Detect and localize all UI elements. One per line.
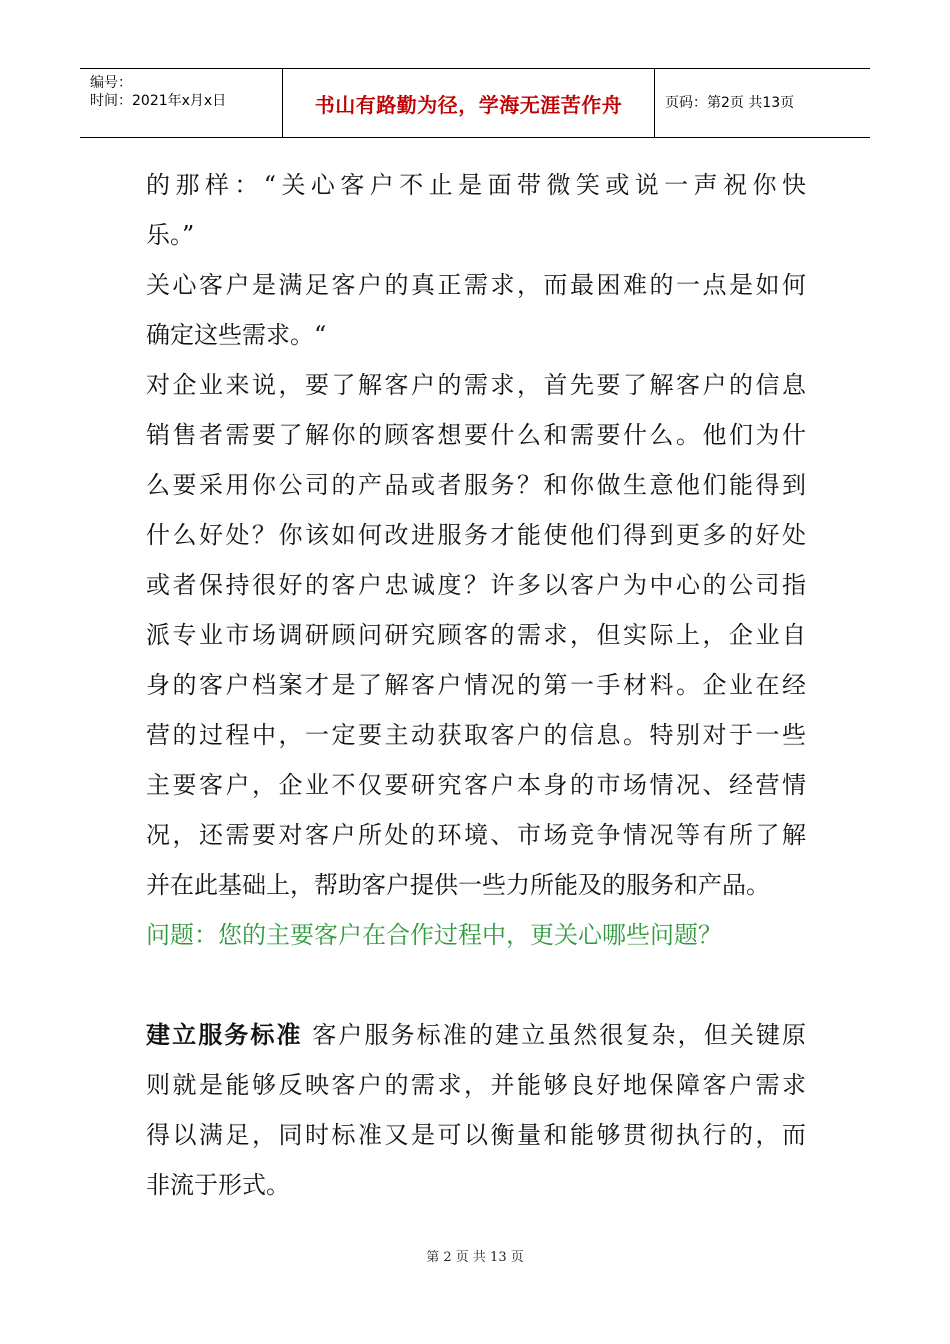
document-date-label: 时间：2021年x月x日 bbox=[90, 93, 227, 109]
section-line: 得以满足，同时标准又是可以衡量和能够贯彻执行的，而 bbox=[146, 1121, 806, 1149]
header-meta-cell bbox=[80, 69, 283, 137]
body-line: 关心客户是满足客户的真正需求，而最困难的一点是如何 bbox=[146, 271, 806, 299]
body-line: 主要客户，企业不仅要研究客户本身的市场情况、经营情 bbox=[146, 771, 806, 799]
body-line: 派专业市场调研顾问研究顾客的需求，但实际上，企业自 bbox=[146, 621, 806, 649]
body-line: 营的过程中，一定要主动获取客户的信息。特别对于一些 bbox=[146, 721, 806, 749]
section-first-line bbox=[146, 1010, 806, 1060]
question-prompt: 问题：您的主要客户在合作过程中，更关心哪些问题？ bbox=[146, 921, 722, 949]
body-line: 况，还需要对客户所处的环境、市场竞争情况等有所了解 bbox=[146, 821, 806, 849]
document-number-label: 编号： bbox=[90, 75, 132, 91]
body-line: 乐。” bbox=[146, 221, 195, 249]
document-header bbox=[80, 68, 870, 138]
body-line: 的那样：“关心客户不止是面带微笑或说一声祝你快 bbox=[146, 171, 806, 199]
header-page-info: 页码：第2页 共13页 bbox=[665, 95, 795, 111]
body-line: 身的客户档案才是了解客户情况的第一手材料。企业在经 bbox=[146, 671, 806, 699]
section-line: 非流于形式。 bbox=[146, 1171, 290, 1199]
body-line: 确定这些需求。“ bbox=[146, 321, 327, 349]
paragraph-spacer bbox=[146, 960, 806, 1010]
body-line: 并在此基础上，帮助客户提供一些力所能及的服务和产品。 bbox=[146, 871, 770, 899]
section-line: 则就是能够反映客户的需求，并能够良好地保障客户需求 bbox=[146, 1071, 806, 1099]
header-motto-cell bbox=[283, 69, 655, 137]
page-footer: 第 2 页 共 13 页 bbox=[426, 1250, 524, 1265]
body-line: 对企业来说，要了解客户的需求，首先要了解客户的信息 bbox=[146, 371, 806, 399]
header-page-cell bbox=[655, 69, 870, 137]
body-line: 销售者需要了解你的顾客想要什么和需要什么。他们为什 bbox=[146, 421, 806, 449]
section-heading: 建立服务标准 bbox=[146, 1021, 303, 1049]
document-body bbox=[146, 160, 806, 1210]
body-line: 或者保持很好的客户忠诚度？许多以客户为中心的公司指 bbox=[146, 571, 806, 599]
body-line: 什么好处？你该如何改进服务才能使他们得到更多的好处 bbox=[146, 521, 806, 549]
section-first-line-text: 客户服务标准的建立虽然很复杂，但关键原 bbox=[312, 1021, 807, 1049]
body-line: 么要采用你公司的产品或者服务？和你做生意他们能得到 bbox=[146, 471, 806, 499]
header-motto: 书山有路勤为径，学海无涯苦作舟 bbox=[314, 92, 623, 117]
